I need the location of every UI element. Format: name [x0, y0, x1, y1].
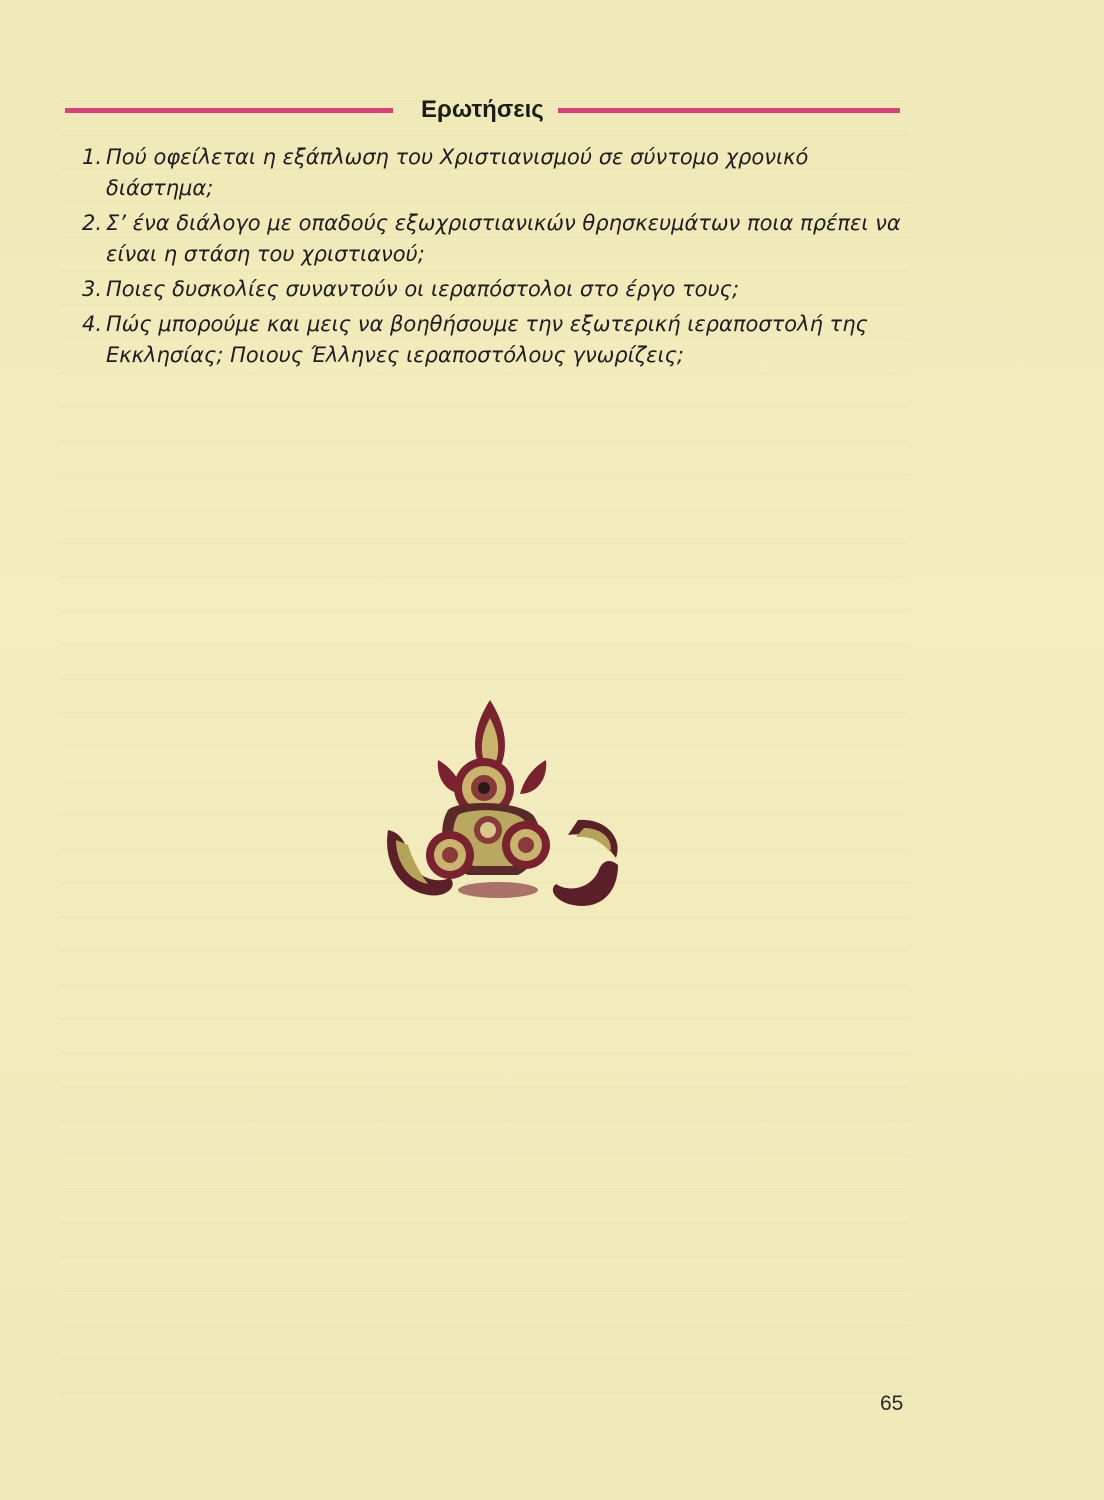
question-item [60, 208, 920, 270]
heading-rule-right [558, 108, 900, 113]
question-item [60, 309, 920, 371]
question-number: 4. [81, 312, 102, 336]
heading-rule-left [65, 108, 393, 113]
question-text: Πού οφείλεται η εξάπλωση του Χριστιανισμού σε σύντομο χρονικό διάστημα; [106, 145, 809, 200]
question-number: 3. [81, 277, 102, 301]
section-heading: Ερωτήσεις [421, 96, 544, 123]
heading-row [65, 95, 900, 125]
question-number: 1. [81, 145, 102, 169]
question-list [60, 142, 920, 375]
decorative-floral-ornament-icon [378, 690, 628, 930]
question-text: Ποιες δυσκολίες συναντούν οι ιεραπόστολοι στο έργο τους; [106, 277, 740, 301]
question-item [60, 142, 920, 204]
question-text: Σ’ ένα διάλογο με οπαδούς εξωχριστιανικών θρησκευμάτων ποια πρέπει να είναι η στάση του χριστιανού; [106, 211, 901, 266]
question-item [60, 274, 920, 305]
question-number: 2. [81, 211, 102, 235]
question-text: Πώς μπορούμε και μεις να βοηθήσουμε την εξωτερική ιεραποστολή της Εκκλησίας; Ποιους Έλληνες ιεραποστόλους γνωρίζεις; [106, 312, 868, 367]
page-number: 65 [880, 1392, 904, 1415]
